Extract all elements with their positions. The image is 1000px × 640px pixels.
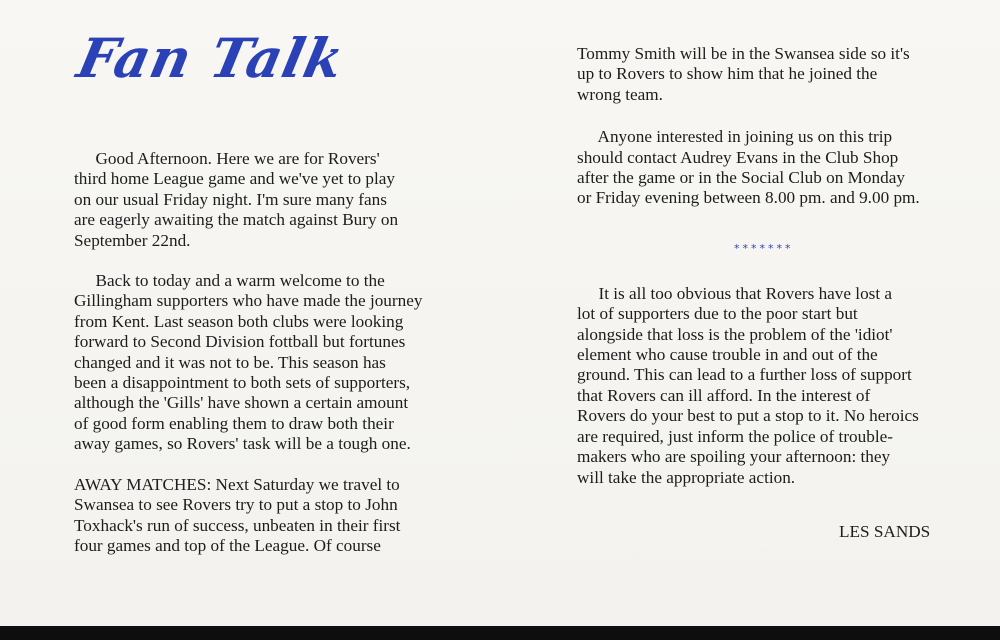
text-line: element who cause trouble in and out of the bbox=[577, 345, 878, 365]
text-line: are required, just inform the police of trouble- bbox=[577, 426, 893, 446]
text-line: are eagerly awaiting the match against Bury on bbox=[74, 210, 399, 230]
text-line: although the 'Gills' have shown a certain amount bbox=[74, 393, 409, 413]
paragraph-tommy-smith bbox=[577, 44, 997, 105]
text-line: September 22nd. bbox=[74, 230, 191, 250]
text-line: Tommy Smith will be in the Swansea side so it's bbox=[577, 44, 910, 63]
paragraph-supporters bbox=[577, 284, 997, 488]
paragraph-away-matches bbox=[74, 475, 494, 557]
text-line: of good form enabling them to draw both their bbox=[74, 413, 394, 433]
left-column bbox=[74, 149, 494, 556]
text-line: Anyone interested in joining us on this trip bbox=[577, 127, 893, 147]
paragraph-greeting bbox=[74, 149, 494, 251]
page-bottom-edge bbox=[0, 626, 1000, 640]
text-line: been a disappointment to both sets of supporters, bbox=[74, 373, 411, 393]
page-title: Fan Talk bbox=[72, 26, 350, 90]
star-divider: ******* bbox=[734, 241, 794, 255]
text-line: forward to Second Division fottball but fortunes bbox=[74, 332, 406, 352]
text-line: up to Rovers to show him that he joined the bbox=[577, 64, 878, 84]
right-column bbox=[577, 44, 997, 542]
text-line: Back to today and a warm welcome to the bbox=[74, 271, 385, 291]
text-line: should contact Audrey Evans in the Club Shop bbox=[577, 147, 899, 167]
text-line: Rovers do your best to put a stop to it. No heroics bbox=[577, 406, 919, 426]
text-line: that Rovers can ill afford. In the interest of bbox=[577, 385, 871, 405]
text-line: Gillingham supporters who have made the journey bbox=[74, 291, 423, 311]
text-line: changed and it was not to be. This season has bbox=[74, 352, 386, 372]
text-line: lot of supporters due to the poor start but bbox=[577, 304, 858, 324]
author-signature: LES SANDS bbox=[839, 521, 931, 541]
text-line: makers who are spoiling your afternoon: they bbox=[577, 447, 891, 467]
text-line: after the game or in the Social Club on Monday bbox=[577, 168, 905, 188]
text-line: Good Afternoon. Here we are for Rovers' bbox=[74, 149, 380, 168]
text-line: It is all too obvious that Rovers have lost a bbox=[577, 283, 893, 303]
paragraph-welcome bbox=[74, 271, 494, 455]
text-line: on our usual Friday night. I'm sure many fans bbox=[74, 189, 387, 209]
text-line: ground. This can lead to a further loss of support bbox=[577, 365, 912, 385]
text-line: AWAY MATCHES: Next Saturday we travel to bbox=[74, 474, 400, 494]
paragraph-trip-contact bbox=[577, 127, 997, 209]
text-line: Swansea to see Rovers try to put a stop to John bbox=[74, 495, 398, 515]
text-line: Toxhack's run of success, unbeaten in their first bbox=[74, 515, 401, 535]
text-line: will take the appropriate action. bbox=[577, 467, 796, 487]
text-line: away games, so Rovers' task will be a tough one. bbox=[74, 434, 411, 454]
text-line: four games and top of the League. Of course bbox=[74, 535, 381, 555]
text-line: wrong team. bbox=[577, 84, 663, 104]
text-line: from Kent. Last season both clubs were looking bbox=[74, 311, 404, 331]
text-line: third home League game and we've yet to play bbox=[74, 169, 395, 189]
text-line: or Friday evening between 8.00 pm. and 9.00 pm. bbox=[577, 188, 920, 208]
text-line: alongside that loss is the problem of the 'idiot' bbox=[577, 324, 893, 344]
